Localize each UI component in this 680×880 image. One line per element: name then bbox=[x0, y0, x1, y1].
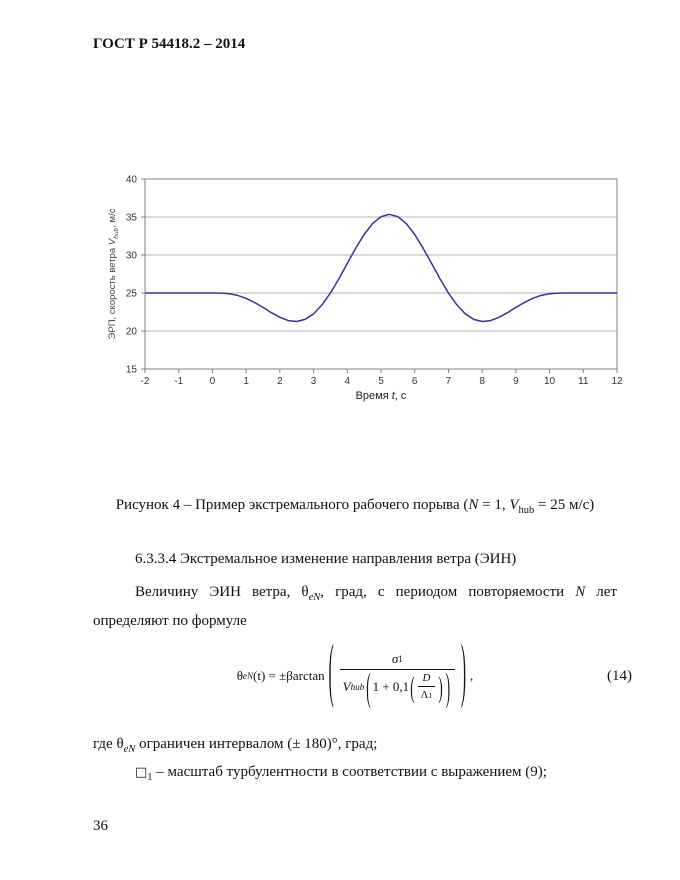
den-text: 1 + 0,1 bbox=[372, 678, 410, 694]
svg-text:3: 3 bbox=[310, 376, 317, 387]
y-axis-label-pre: ЭРП, скорость ветра bbox=[107, 245, 118, 340]
page-number: 36 bbox=[93, 818, 108, 834]
svg-text:12: 12 bbox=[611, 376, 623, 387]
arctan-label: arctan bbox=[292, 668, 325, 683]
theta-subscript: eN bbox=[242, 671, 254, 681]
formula-comma: , bbox=[470, 668, 474, 683]
main-fraction bbox=[340, 651, 455, 709]
gust-curve-plot bbox=[90, 167, 646, 402]
where-theta: θ bbox=[116, 736, 124, 752]
lambda-subscript: 1 bbox=[428, 690, 433, 700]
para-t3: лет bbox=[585, 584, 617, 600]
svg-text:4: 4 bbox=[344, 376, 351, 387]
where-clause-line1 bbox=[93, 736, 617, 755]
caption-mid: = 1, bbox=[478, 497, 510, 513]
where-line2-text: – масштаб турбулентности в соответствии с выражением (9); bbox=[152, 764, 547, 780]
y-axis-label-post: , м/с bbox=[107, 208, 118, 228]
inner-close-paren: ) bbox=[438, 669, 443, 704]
svg-text:25: 25 bbox=[125, 288, 137, 300]
fraction-denominator bbox=[340, 664, 455, 709]
svg-text:-1: -1 bbox=[174, 376, 184, 387]
inner-fraction-denominator bbox=[418, 689, 436, 701]
where-t1: где bbox=[93, 736, 117, 752]
svg-text:20: 20 bbox=[125, 326, 137, 338]
caption-n-var: N bbox=[468, 497, 479, 513]
figure-4-chart bbox=[90, 167, 646, 417]
mid-open-paren: ( bbox=[366, 664, 371, 709]
svg-text:-2: -2 bbox=[140, 376, 150, 387]
svg-text:11: 11 bbox=[578, 376, 589, 387]
outer-open-paren: ( bbox=[328, 636, 334, 712]
inner-open-paren: ( bbox=[410, 669, 415, 704]
svg-text:8: 8 bbox=[479, 376, 485, 387]
formula-14 bbox=[93, 630, 617, 722]
svg-text:10: 10 bbox=[544, 376, 556, 387]
formula-lhs: (t) = ±β bbox=[253, 668, 293, 683]
svg-text:2: 2 bbox=[277, 376, 283, 387]
y-axis-label-var: V bbox=[107, 238, 118, 246]
x-axis-label-post: , с bbox=[394, 390, 407, 402]
x-axis-label-pre: Время bbox=[355, 390, 392, 402]
caption-pre: Рисунок 4 – Пример экстремального рабочего порыва ( bbox=[115, 497, 469, 513]
body-paragraph-line1 bbox=[93, 584, 617, 603]
body-paragraph-line2: определяют по формуле bbox=[93, 613, 247, 629]
y-axis-label-var-sub: hub bbox=[112, 227, 120, 239]
svg-text:7: 7 bbox=[445, 376, 452, 387]
missing-glyph-box: □ bbox=[135, 765, 148, 780]
caption-v-sub: hub bbox=[518, 505, 535, 516]
svg-text:40: 40 bbox=[125, 174, 137, 186]
document-header: ГОСТ Р 54418.2 – 2014 bbox=[93, 36, 246, 52]
svg-text:5: 5 bbox=[378, 376, 384, 387]
svg-text:6: 6 bbox=[411, 376, 418, 387]
theta-symbol: θ bbox=[236, 668, 243, 683]
para-n-var: N bbox=[575, 584, 586, 600]
svg-text:30: 30 bbox=[125, 250, 137, 262]
svg-text:0: 0 bbox=[209, 376, 216, 387]
fraction-numerator bbox=[389, 651, 406, 667]
where-theta-sub: eN bbox=[123, 744, 136, 755]
v-hub-symbol: V bbox=[342, 678, 351, 694]
figure-caption bbox=[78, 497, 632, 516]
para-theta: θ bbox=[301, 584, 309, 600]
section-heading: 6.3.3.4 Экстремальное изменение направления ветра (ЭИН) bbox=[135, 551, 517, 567]
x-axis-label-var: t bbox=[391, 390, 395, 402]
svg-text:35: 35 bbox=[125, 212, 137, 224]
lambda-symbol: Λ bbox=[420, 689, 429, 701]
para-t2: , град, с периодом повторяемости bbox=[320, 584, 576, 600]
v-hub-subscript: hub bbox=[350, 681, 365, 692]
where-clause-line2 bbox=[93, 764, 617, 783]
formula-number: (14) bbox=[607, 668, 632, 684]
svg-text:9: 9 bbox=[513, 376, 519, 387]
x-axis-label bbox=[145, 390, 617, 402]
where-t2: ограничен интервалом (± 180)°, град; bbox=[135, 736, 378, 752]
svg-text:1: 1 bbox=[243, 376, 249, 387]
caption-post: = 25 м/с) bbox=[534, 497, 595, 513]
inner-fraction-bar bbox=[418, 686, 436, 687]
missing-glyph-sub: 1 bbox=[147, 772, 153, 783]
caption-v-var: V bbox=[509, 497, 519, 513]
para-t1: Величину ЭИН ветра, bbox=[135, 584, 302, 600]
para-theta-sub: eN bbox=[308, 592, 321, 603]
mid-close-paren: ) bbox=[445, 664, 451, 709]
svg-text:15: 15 bbox=[125, 364, 137, 376]
d-symbol: D bbox=[422, 672, 431, 684]
sigma-symbol: σ bbox=[391, 651, 399, 666]
outer-close-paren: ) bbox=[461, 636, 467, 712]
sigma-subscript: 1 bbox=[398, 654, 403, 664]
inner-fraction bbox=[418, 672, 436, 701]
